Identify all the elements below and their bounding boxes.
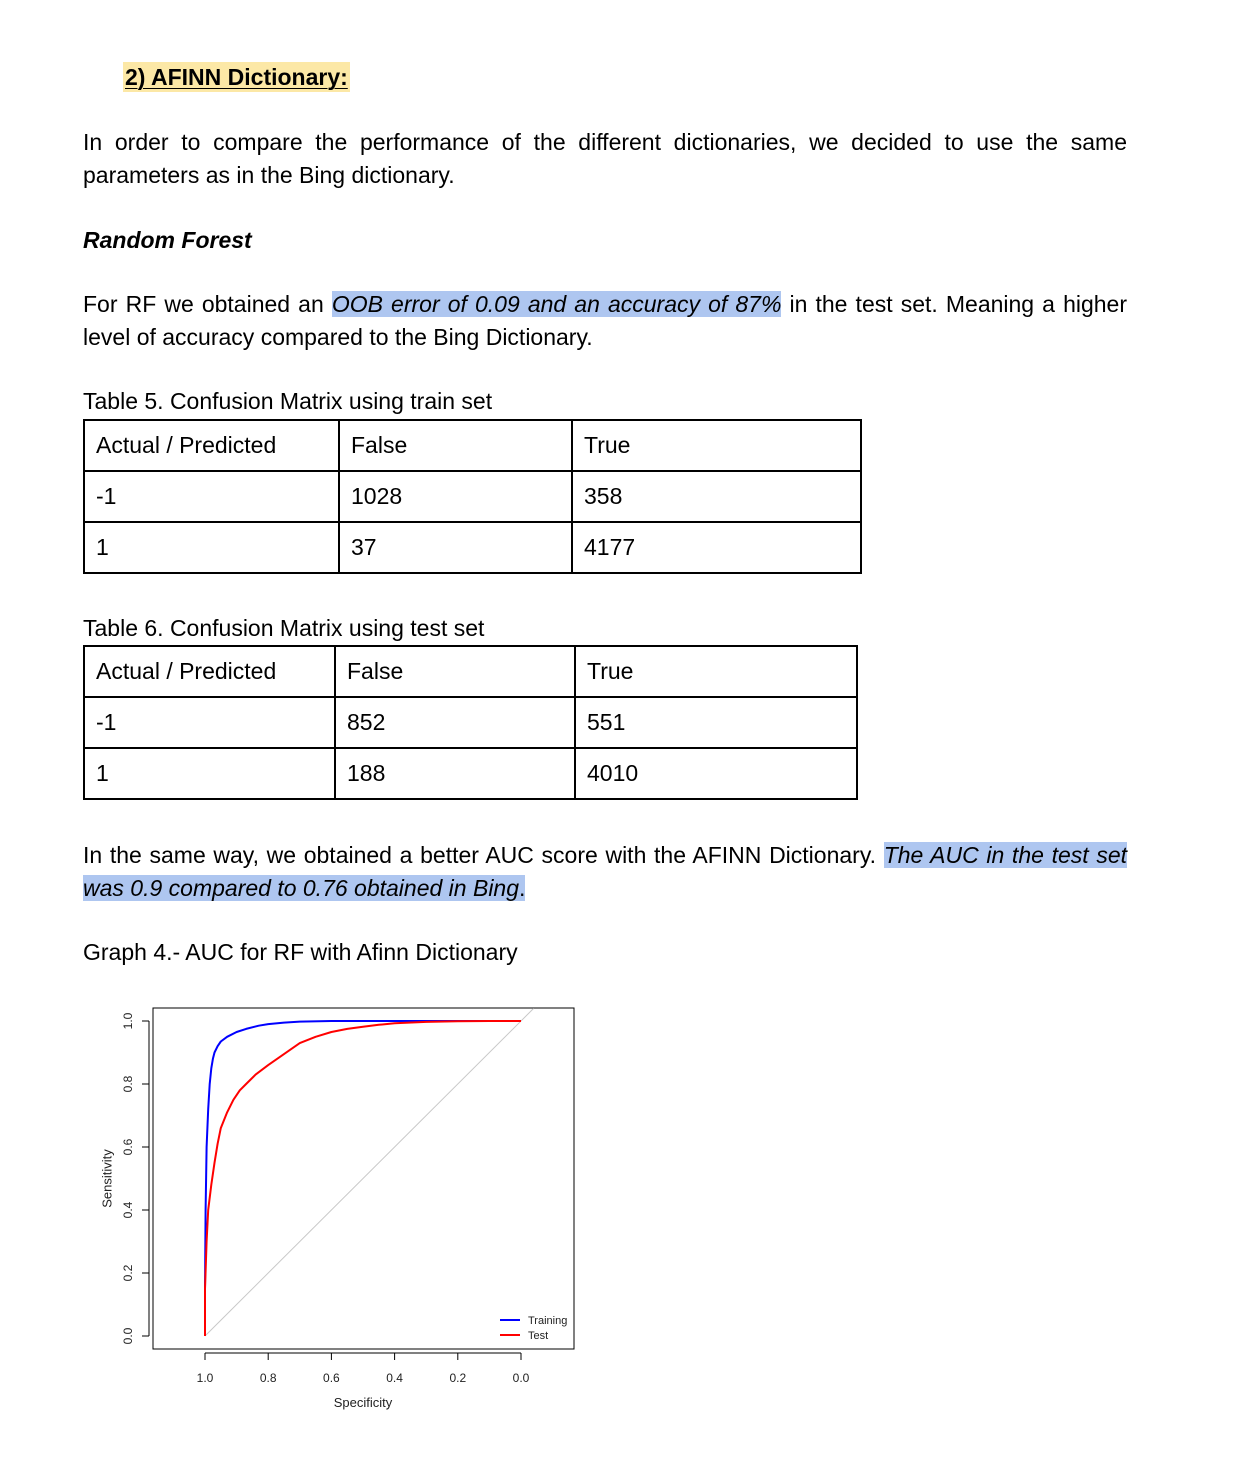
table-row	[84, 420, 861, 471]
y-tick-label: 0.8	[121, 1075, 136, 1093]
table5-confusion-matrix	[83, 419, 862, 574]
table-header-cell: Actual / Predicted	[84, 420, 339, 471]
subheading-random-forest: Random Forest	[83, 227, 252, 253]
intro-paragraph: In order to compare the performance of the different dictionaries, we decided to use the same parameters as in the Bing dictionary.	[83, 129, 1127, 188]
x-tick-label: 0.0	[512, 1371, 530, 1385]
table-cell: 551	[575, 697, 857, 748]
table6-confusion-matrix	[83, 645, 858, 800]
x-axis-title: Specificity	[333, 1395, 393, 1410]
graph-caption: Graph 4.- AUC for RF with Afinn Dictionary	[83, 939, 518, 965]
rf-paragraph	[83, 288, 1127, 354]
x-tick-label: 0.4	[386, 1371, 403, 1385]
table-cell: -1	[84, 471, 339, 522]
table-header-cell: True	[572, 420, 861, 471]
table-row	[84, 522, 861, 573]
table-row	[84, 748, 857, 799]
legend-label-training: Training	[528, 1315, 568, 1327]
table-row	[84, 697, 857, 748]
reference-diagonal	[205, 1008, 534, 1336]
section-heading-text: 2) AFINN Dictionary:	[125, 64, 348, 90]
x-tick-label: 1.0	[196, 1371, 214, 1385]
y-axis-title: Sensitivity	[99, 1149, 115, 1208]
table-cell: 188	[335, 748, 575, 799]
table-header-cell: False	[335, 646, 575, 697]
x-tick-label: 0.2	[449, 1371, 467, 1385]
table-cell: 37	[339, 522, 572, 573]
auc-paragraph	[83, 839, 1127, 905]
table6-caption: Table 6. Confusion Matrix using test set	[83, 615, 485, 641]
y-tick-label: 0.0	[121, 1327, 136, 1345]
auc-highlight-end: .	[519, 875, 526, 901]
y-tick-label: 1.0	[121, 1012, 136, 1030]
table-cell: 852	[335, 697, 575, 748]
rf-text-end: in the test set. Meaning a higher level of accuracy compared to the Bing Dictionary.	[83, 291, 1128, 350]
legend-label-test: Test	[528, 1330, 549, 1342]
rf-highlight: OOB error of 0.09 and an accuracy of 87%	[331, 291, 782, 317]
table-row	[84, 646, 857, 697]
table-cell: 1	[84, 748, 335, 799]
x-tick-label: 0.6	[323, 1371, 340, 1385]
y-tick-label: 0.2	[121, 1264, 136, 1282]
rf-text-start: For RF we obtained an	[83, 291, 332, 317]
table-row	[84, 471, 861, 522]
y-tick-label: 0.4	[121, 1201, 136, 1219]
table-cell: 1	[84, 522, 339, 573]
auc-highlight: The AUC in the test set was 0.9 compared to 0.76 obtained in Bing	[83, 842, 1127, 901]
y-tick-label: 0.6	[121, 1138, 136, 1156]
table-header-cell: Actual / Predicted	[84, 646, 335, 697]
roc-chart	[90, 990, 590, 1420]
table5-caption: Table 5. Confusion Matrix using train set	[83, 388, 493, 414]
section-heading	[123, 62, 350, 92]
table-header-cell: False	[339, 420, 572, 471]
table-cell: 4177	[572, 522, 861, 573]
auc-text: In the same way, we obtained a better AUC score with the AFINN Dictionary.	[83, 842, 884, 868]
x-tick-label: 0.8	[259, 1371, 277, 1385]
table-header-cell: True	[575, 646, 857, 697]
table-cell: -1	[84, 697, 335, 748]
table-cell: 358	[572, 471, 861, 522]
table-cell: 1028	[339, 471, 572, 522]
table-cell: 4010	[575, 748, 857, 799]
